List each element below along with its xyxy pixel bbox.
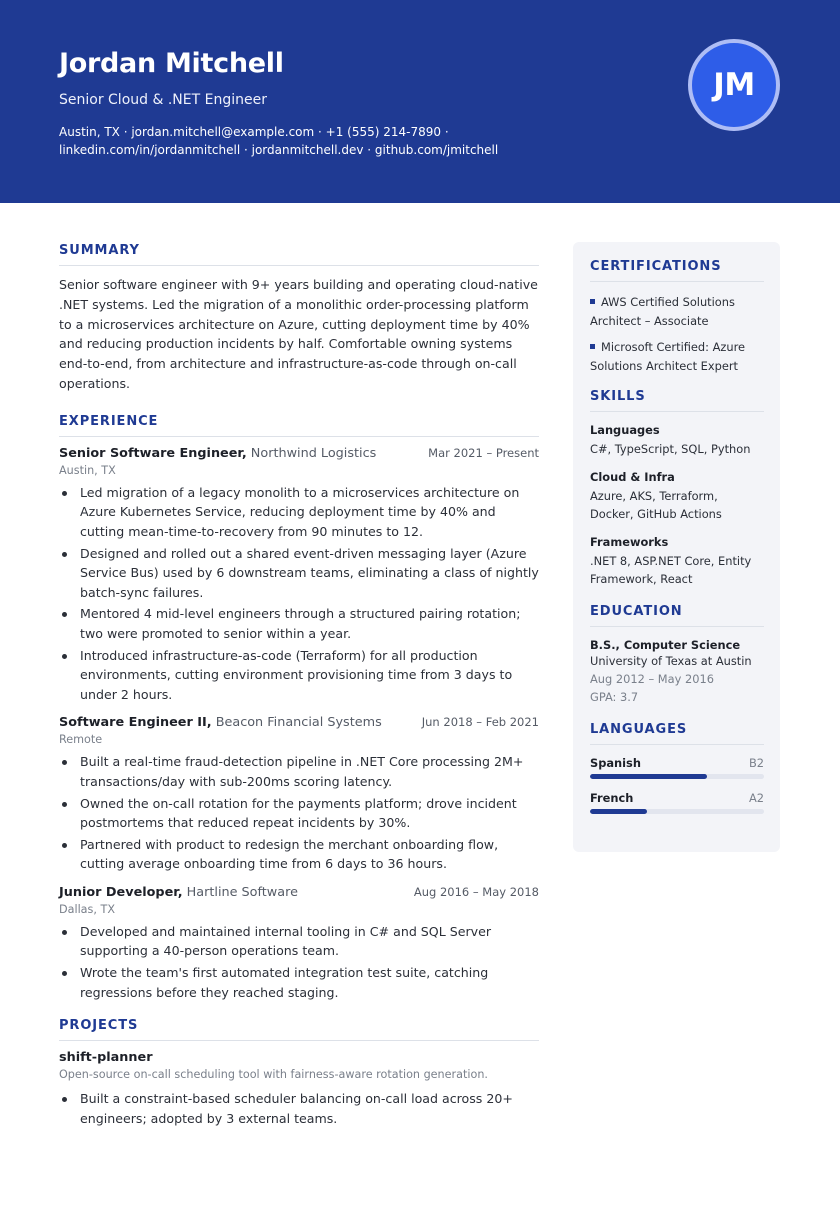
job-role: Software Engineer II, — [59, 715, 212, 731]
proficiency-bar-fill — [590, 774, 707, 779]
job-entry — [59, 885, 539, 1002]
language-name: Spanish — [590, 755, 641, 770]
language-level: B2 — [748, 755, 764, 770]
job-location: Dallas, TX — [59, 902, 115, 916]
certification-item: AWS Certified Solutions Architect – Associate — [590, 295, 735, 328]
square-bullet-icon — [590, 299, 595, 304]
bullet-item: Owned the on-call rotation for the payments platform; drove incident postmortems that reduced repeat incidents by 30%. — [59, 794, 539, 833]
summary-heading: SUMMARY — [59, 243, 539, 266]
bullet-item: Designed and rolled out a shared event-driven messaging layer (Azure Service Bus) used by 6 downstream teams, eliminating a class of nightly batch-sync failures. — [59, 544, 539, 603]
bullet-item: Developed and maintained internal tooling in C# and SQL Server supporting a 40-person operations team. — [59, 922, 539, 961]
main-column — [59, 243, 539, 1130]
project-entry — [59, 1050, 539, 1128]
skill-group — [590, 470, 764, 524]
bullet-item: Introduced infrastructure-as-code (Terraform) for all production environments, cutting environment provisioning time from 3 days to under 2 hours. — [59, 646, 539, 705]
skills-heading: SKILLS — [590, 389, 764, 412]
edu-gpa: GPA: 3.7 — [590, 689, 639, 704]
projects-heading: PROJECTS — [59, 1018, 539, 1041]
bullet-item: Built a real-time fraud-detection pipeline in .NET Core processing 2M+ transactions/day with sub-200ms scoring latency. — [59, 752, 539, 791]
bullet-item: Wrote the team's first automated integration test suite, catching regressions before they reached staging. — [59, 963, 539, 1002]
project-name: shift-planner — [59, 1050, 153, 1066]
skill-group-name: Frameworks — [590, 534, 669, 549]
education-heading: EDUCATION — [590, 604, 764, 627]
bullet-item: Built a constraint-based scheduler balancing on-call load across 20+ engineers; adopted by 3 external teams. — [59, 1089, 539, 1128]
contact-info — [59, 123, 498, 159]
square-bullet-icon — [590, 344, 595, 349]
contact-line-2: linkedin.com/in/jordanmitchell · jordanmitchell.dev · github.com/jmitchell — [59, 143, 499, 157]
edu-dates: Aug 2012 – May 2016 — [590, 671, 714, 686]
languages-heading: LANGUAGES — [590, 722, 764, 745]
experience-heading: EXPERIENCE — [59, 414, 539, 437]
edu-degree: B.S., Computer Science — [590, 637, 741, 652]
skill-group-name: Cloud & Infra — [590, 469, 675, 484]
skill-group — [590, 423, 764, 459]
skill-group — [590, 535, 764, 589]
project-bullets — [59, 1089, 539, 1128]
contact-line-1: Austin, TX · jordan.mitchell@example.com · +1 (555) 214-7890 · — [59, 125, 449, 139]
language-item — [590, 791, 764, 814]
avatar: JM — [688, 39, 780, 131]
job-role: Senior Software Engineer, — [59, 445, 247, 461]
job-location: Remote — [59, 733, 103, 747]
skill-group-items: C#, TypeScript, SQL, Python — [590, 442, 751, 456]
bullet-item: Partnered with product to redesign the merchant onboarding flow, cutting average onboarding time from 6 days to 36 hours. — [59, 835, 539, 874]
job-company: Hartline Software — [186, 884, 298, 900]
proficiency-bar — [590, 774, 764, 779]
skill-group-items: .NET 8, ASP.NET Core, Entity Framework, React — [590, 553, 752, 586]
job-dates: Aug 2016 – May 2018 — [413, 884, 539, 899]
job-dates: Jun 2018 – Feb 2021 — [421, 715, 539, 730]
edu-school: University of Texas at Austin — [590, 653, 752, 668]
job-bullets — [59, 483, 539, 705]
job-dates: Mar 2021 – Present — [428, 445, 539, 460]
skill-group-items: Azure, AKS, Terraform, Docker, GitHub Actions — [590, 488, 722, 521]
job-bullets — [59, 922, 539, 1002]
proficiency-bar-fill — [590, 809, 647, 814]
job-location: Austin, TX — [59, 463, 116, 477]
job-entry — [59, 446, 539, 705]
resume-header — [0, 0, 840, 203]
candidate-title: Senior Cloud & .NET Engineer — [59, 92, 267, 108]
certifications-heading: CERTIFICATIONS — [590, 259, 764, 282]
candidate-name: Jordan Mitchell — [59, 48, 284, 79]
bullet-item: Mentored 4 mid-level engineers through a structured pairing rotation; two were promoted to senior within a year. — [59, 604, 539, 643]
job-company: Beacon Financial Systems — [215, 715, 382, 731]
sidebar — [573, 242, 780, 852]
language-level: A2 — [748, 790, 764, 805]
job-entry — [59, 715, 539, 874]
job-role: Junior Developer, — [59, 884, 183, 900]
skill-group-name: Languages — [590, 423, 660, 437]
bullet-item: Led migration of a legacy monolith to a microservices architecture on Azure Kubernetes Service, reducing deployment time by 40% and cutting mean-time-to-recovery from 90 minutes to 12. — [59, 483, 539, 542]
job-company: Northwind Logistics — [250, 445, 377, 461]
summary-text: Senior software engineer with 9+ years building and operating cloud-native .NET systems. Led the migration of a monolithic order-processing platform to a microservices architecture on Azure, cutting deployment time by 40% and reducing production incidents by half. Comfortable owning systems end-to-end, from architecture and infrastructure-as-code through on-call operations. — [59, 277, 538, 391]
language-name: French — [590, 790, 634, 805]
language-item — [590, 756, 764, 779]
education-entry — [590, 638, 764, 706]
project-description: Open-source on-call scheduling tool with fairness-aware rotation generation. — [59, 1068, 488, 1082]
certification-item: Microsoft Certified: Azure Solutions Architect Expert — [590, 340, 746, 373]
job-bullets — [59, 752, 539, 874]
proficiency-bar — [590, 809, 764, 814]
